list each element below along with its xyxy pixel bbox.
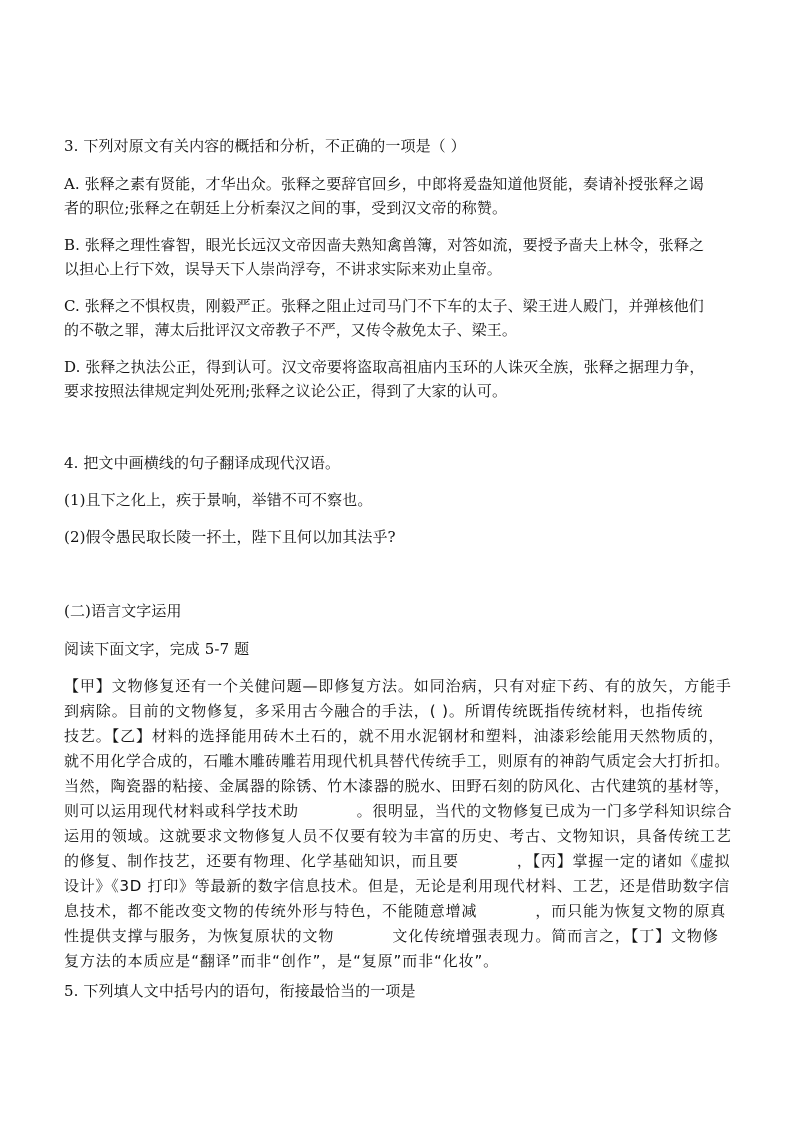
section-heading: (二)语言文字运用	[64, 602, 182, 620]
passage-line-6-part-2: 。很明显，当代的文物修复已成为一门多学科知识综合	[356, 802, 733, 820]
passage-line-7: 运用的领域。这就要求文物修复人员不仅要有较为丰富的历史、考古、文物知识，具备传统工艺	[64, 827, 732, 845]
passage-line-6	[64, 801, 732, 821]
passage-line-8	[64, 851, 730, 871]
passage-line-1: 【甲】文物修复还有一个关健问题—即修复方法。如同治病，只有对症下药、有的放矢，方能手	[64, 677, 732, 695]
passage-line-5: 当然，陶瓷器的粘接、金属器的除锈、竹木漆器的脱水、田野石刻的防风化、古代建筑的基材等，	[64, 777, 730, 795]
q3-option-b-line-1: B. 张释之理性睿智，眼光长远汉文帝因啬夫熟知禽兽簿，对答如流，要授予啬夫上林令，张释之	[64, 236, 704, 254]
q4-item-2: (2)假令愚民取长陵一抔土，陛下且何以加其法乎?	[64, 528, 396, 546]
question-3-stem: 3. 下列对原文有关内容的概括和分析，不正确的一项是（ ）	[64, 137, 466, 155]
passage-line-2: 到病除。目前的文物修复，多采用古今融合的手法，( )。所谓传统既指传统材料，也指传统	[64, 702, 704, 720]
passage-line-4: 就不用化学合成的，石雕木雕砖雕若用现代机具替代传统手工，则原有的神韵气质定会大打折扣。	[64, 752, 730, 770]
q3-option-c-line-2: 的不敬之罪，薄太后批评汉文帝教子不严，又传令赦免太子、梁王。	[64, 321, 518, 339]
passage-line-8-part-1: 的修复、制作技艺，还要有物理、化学基础知识，而且要	[64, 852, 459, 870]
question-5-stem: 5. 下列填人文中括号内的语句，衔接最恰当的一项是	[64, 982, 416, 1000]
passage-line-11-part-1: 性提供支撑与服务，为恢复原状的文物	[64, 927, 335, 945]
q3-option-d-line-2: 要求按照法律规定判处死刑;张释之议论公正，得到了大家的认可。	[64, 382, 508, 400]
question-4-stem: 4. 把文中画横线的句子翻译成现代汉语。	[64, 454, 341, 472]
passage-line-11	[64, 926, 719, 946]
q3-option-c-line-1: C. 张释之不惧权贵，刚毅严正。张释之阻止过司马门不下车的太子、梁王进人殿门，并弹核他们	[64, 297, 704, 315]
passage-line-10	[64, 901, 726, 921]
q3-option-a-line-1: A. 张释之素有贤能，才华出众。张释之要辞官回乡，中郎将爰盎知道他贤能，奏请补授张释之谒	[64, 175, 704, 193]
q3-option-b-line-2: 以担心上行下效，误导天下人崇尚浮夸，不讲求实际来劝止皇帝。	[64, 260, 502, 278]
passage-line-12: 复方法的本质应是“翻译”而非“创作”，是“复原”而非“化妆”。	[64, 952, 500, 970]
passage-line-9: 设计》《3D 打印》等最新的数字信息技术。但是，无论是利用现代材料、工艺，还是借助数字信	[64, 877, 730, 895]
document-page	[64, 0, 732, 1123]
passage-line-8-part-2: ，【丙】掌握一定的诸如《虚拟	[516, 852, 731, 870]
q4-item-1: (1)且下之化上，疾于景响，举错不可不察也。	[64, 491, 373, 509]
passage-line-11-part-2: 文化传统增强表现力。简而言之，【丁】文物修	[392, 927, 719, 945]
passage-line-6-part-1: 则可以运用现代材料或科学技术助	[64, 802, 299, 820]
q3-option-a-line-2: 者的职位;张释之在朝廷上分析秦汉之间的事，受到汉文帝的称赞。	[64, 199, 508, 217]
passage-line-10-part-1: 息技术，都不能改变文物的传统外形与特色，不能随意增减	[64, 902, 478, 920]
q3-option-d-line-1: D. 张释之执法公正，得到认可。汉文帝要将盗取高祖庙内玉环的人诛灭全族，张释之据理力争，	[64, 358, 705, 376]
passage-line-3: 技艺。【乙】材料的选择能用砖木土石的，就不用水泥钢材和塑料，油漆彩绘能用天然物质的，	[64, 727, 725, 745]
section-instruction: 阅读下面文字，完成 5-7 题	[64, 640, 250, 658]
passage-line-10-part-2: ，而只能为恢复文物的原真	[535, 902, 727, 920]
